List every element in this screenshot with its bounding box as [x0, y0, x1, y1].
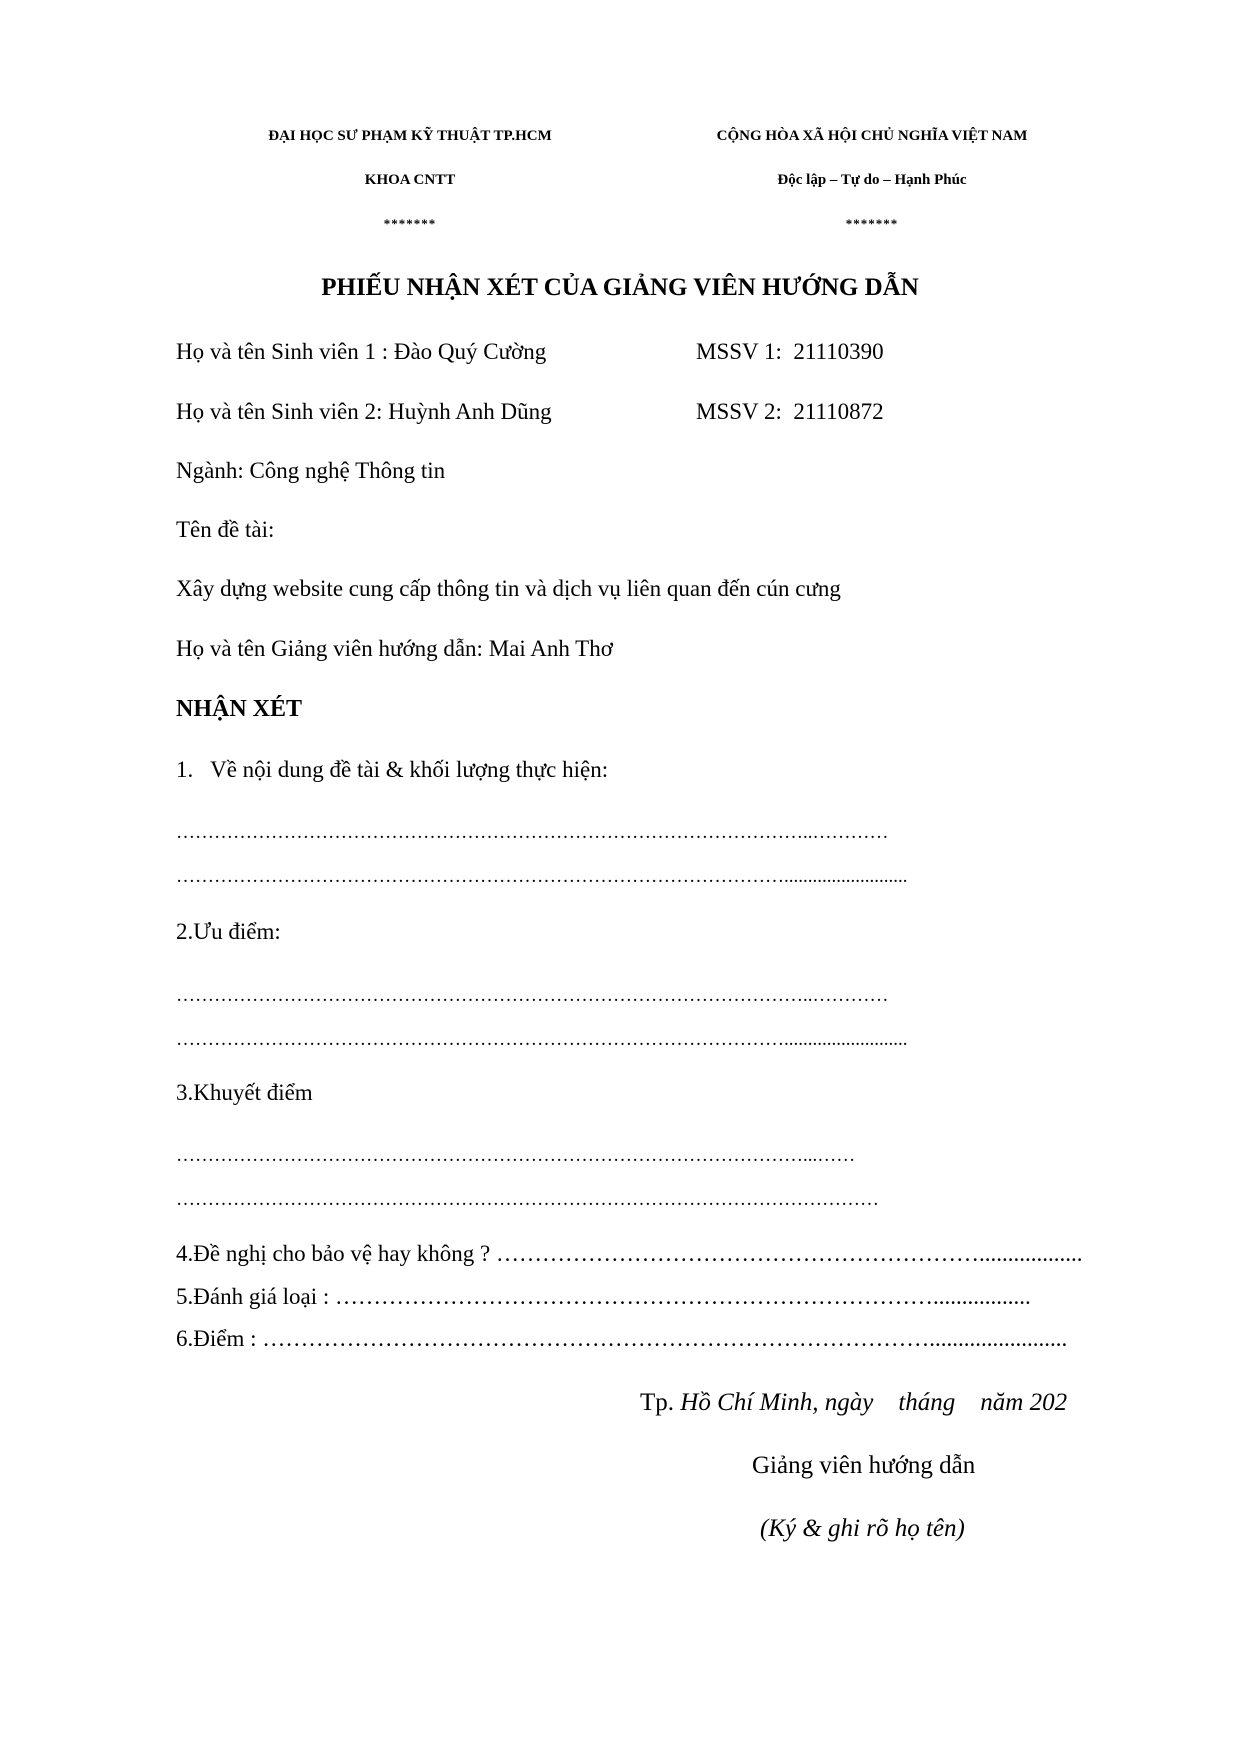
place-date: [640, 1389, 1067, 1417]
faculty-name: KHOA CNTT: [364, 172, 456, 188]
section-2-dots-1: ………………………………………………………………………………………..…………: [176, 985, 889, 1006]
signer-role: Giảng viên hướng dẫn: [752, 1452, 976, 1479]
right-stars: *******: [845, 216, 899, 231]
left-stars: *******: [383, 216, 437, 231]
section-3-dots-2: …………………………………………………………………………………………………: [176, 1189, 879, 1210]
student-1-id: MSSV 1: 21110390: [696, 339, 884, 364]
country-name: CỘNG HÒA XÃ HỘI CHỦ NGHĨA VIỆT NAM: [716, 128, 1028, 144]
section-3-label: 3.Khuyết điểm: [176, 1080, 313, 1105]
section-1-dots-2: ……………………………………………………………………………………..........................: [176, 866, 908, 887]
section-4-line: 4.Đề nghị cho bảo vệ hay không ? ………………………………………………………..................: [176, 1241, 1083, 1266]
section-6-line: 6.Điểm : ……………………………………………………………………………........................: [176, 1326, 1068, 1351]
university-name: ĐẠI HỌC SƯ PHẠM KỸ THUẬT TP.HCM: [268, 128, 552, 144]
section-1-label: 1. Về nội dung đề tài & khối lượng thực hiện:: [176, 757, 609, 782]
section-2-label: 2.Ưu điểm:: [176, 919, 281, 944]
advisor-line: Họ và tên Giảng viên hướng dẫn: Mai Anh Thơ: [176, 636, 613, 661]
major-line: Ngành: Công nghệ Thông tin: [176, 458, 446, 483]
student-2-name: Họ và tên Sinh viên 2: Huỳnh Anh Dũng: [176, 399, 552, 424]
place-date-italic: Hồ Chí Minh, ngày tháng năm 202: [680, 1389, 1068, 1416]
comments-heading: NHẬN XÉT: [176, 696, 303, 722]
page-title: PHIẾU NHẬN XÉT CỦA GIẢNG VIÊN HƯỚNG DẪN: [321, 274, 919, 301]
place-date-prefix: Tp.: [640, 1389, 681, 1416]
national-motto: Độc lập – Tự do – Hạnh Phúc: [777, 172, 967, 188]
topic-text: Xây dựng website cung cấp thông tin và dịch vụ liên quan đến cún cưng: [176, 576, 841, 601]
section-5-line: 5.Đánh giá loại : …………………………………………………………………….................: [176, 1284, 1031, 1309]
section-1-dots-1: ………………………………………………………………………………………..…………: [176, 822, 889, 843]
section-2-dots-2: ……………………………………………………………………………………..........................: [176, 1029, 908, 1050]
student-2-id: MSSV 2: 21110872: [696, 399, 884, 424]
signature-note: (Ký & ghi rõ họ tên): [760, 1515, 965, 1542]
student-1-name: Họ và tên Sinh viên 1 : Đào Quý Cường: [176, 339, 547, 364]
section-3-dots-1: ………………………………………………………………………………………...……: [176, 1145, 856, 1166]
topic-label: Tên đề tài:: [176, 517, 275, 542]
